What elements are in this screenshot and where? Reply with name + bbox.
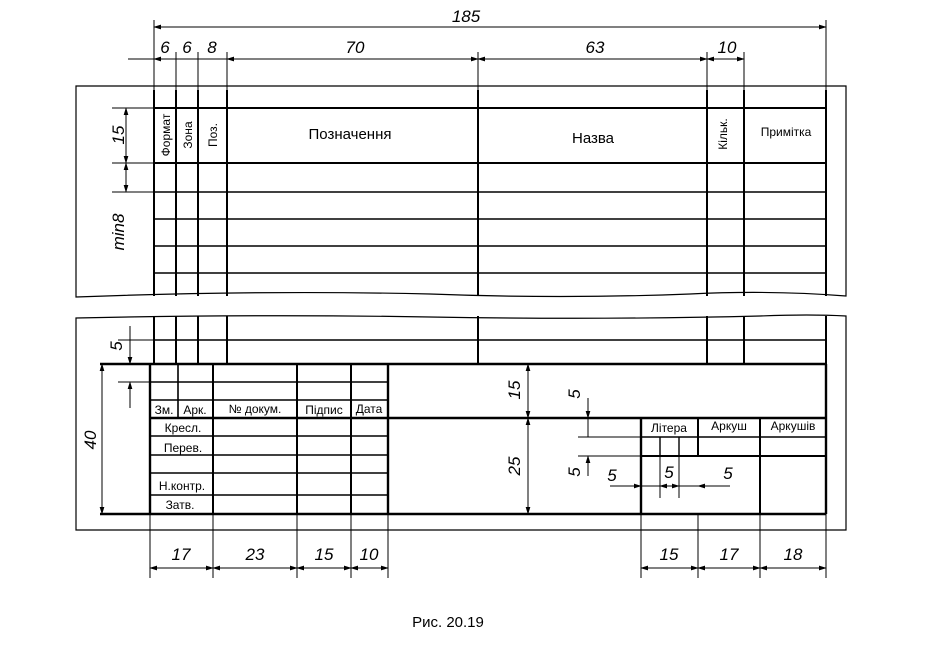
col-note: Примітка (760, 125, 812, 139)
dim-18: 18 (783, 545, 803, 564)
hdr-signature: Підпис (305, 403, 343, 417)
dim-25: 25 (505, 456, 524, 476)
row-approved: Затв. (165, 498, 195, 512)
dim-5-mid: 5 (664, 463, 674, 482)
dim-15-bottom: 15 (314, 545, 334, 564)
hdr-sheets: Аркушів (770, 419, 816, 433)
figure-caption: Рис. 20.19 (412, 614, 484, 631)
dim-header-15: 15 (109, 125, 128, 145)
dim-8: 8 (207, 38, 217, 57)
col-qty: Кільк. (716, 118, 730, 150)
spec-table (76, 86, 846, 297)
dim-6a: 6 (160, 38, 170, 57)
dim-17-left: 17 (171, 545, 191, 564)
row-drawn: Кресл. (164, 421, 202, 435)
col-format: Формат (159, 113, 173, 157)
dim-15: 15 (505, 380, 524, 400)
dim-5-upper: 5 (565, 389, 584, 399)
dim-15-right: 15 (659, 545, 679, 564)
col-zone: Зона (181, 121, 195, 149)
dim-63: 63 (585, 38, 605, 57)
dim-185: 185 (451, 7, 481, 26)
dim-height-40: 40 (81, 430, 100, 450)
dim-5-left: 5 (607, 466, 617, 485)
dim-10: 10 (717, 38, 737, 57)
hdr-litera: Літера (651, 421, 687, 435)
dim-5-lower: 5 (565, 467, 584, 477)
dim-row-min8: min8 (109, 213, 128, 251)
dim-5-right: 5 (723, 464, 733, 483)
hdr-ark: Арк. (183, 403, 207, 417)
col-designation: Позначення (308, 126, 392, 143)
dim-row-5: 5 (107, 341, 126, 351)
col-pos: Поз. (206, 123, 220, 147)
dim-17-right: 17 (719, 545, 739, 564)
hdr-date: Дата (355, 402, 383, 416)
col-name: Назва (571, 130, 615, 147)
row-checked: Перев. (163, 441, 203, 455)
dim-10-bottom: 10 (359, 545, 379, 564)
dim-23: 23 (245, 545, 265, 564)
row-n-control: Н.контр. (158, 479, 206, 493)
dim-6b: 6 (182, 38, 192, 57)
dim-70: 70 (345, 38, 365, 57)
hdr-sheet: Аркуш (711, 419, 747, 433)
hdr-doc-no: № докум. (228, 402, 282, 416)
hdr-zm: Зм. (154, 403, 174, 417)
